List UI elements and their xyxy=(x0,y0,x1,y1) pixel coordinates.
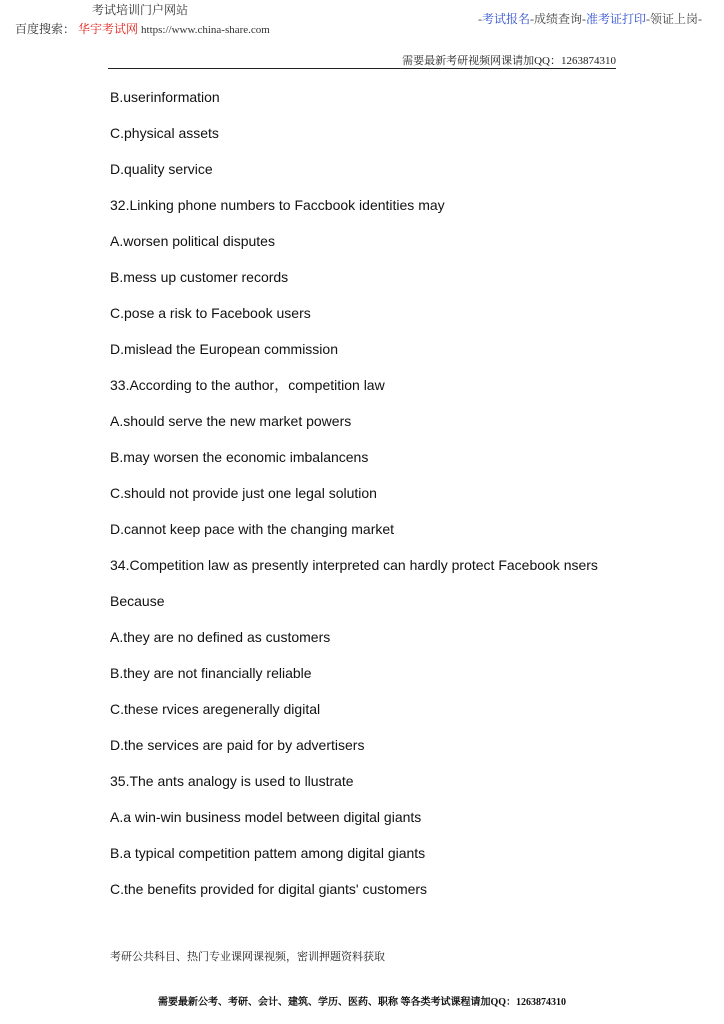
question-content xyxy=(110,88,610,916)
text-line: A.should serve the new market powers xyxy=(110,413,352,429)
header-separator-text: -领证上岗- xyxy=(646,12,702,26)
text-line: B.mess up customer records xyxy=(110,269,289,285)
text-line: Because xyxy=(110,593,165,609)
search-hint xyxy=(15,20,270,37)
header-separator-text: - xyxy=(477,12,482,26)
text-line: D.cannot keep pace with the changing market xyxy=(110,521,395,537)
text-line: D.mislead the European commission xyxy=(110,341,338,357)
brand-link[interactable]: 华宇考试网 xyxy=(78,22,139,36)
question-stem: 34.Competition law as presently interpreted can hardly protect Facebook nsers xyxy=(110,557,598,573)
question-stem: 33.According to the author，competition law xyxy=(110,377,385,393)
site-title: 考试培训门户网站 xyxy=(92,3,189,17)
text-line: A.worsen political disputes xyxy=(110,233,275,249)
text-line: C.these rvices aregenerally digital xyxy=(110,701,321,717)
header-divider xyxy=(108,68,616,69)
text-line: C.pose a risk to Facebook users xyxy=(110,305,311,321)
text-line: A.a win-win business model between digital giants xyxy=(110,809,422,825)
question-stem: 32.Linking phone numbers to Faccbook identities may xyxy=(110,197,445,213)
footer-note: 考研公共科目、热门专业课网课视频，密训押题资料获取 xyxy=(110,951,385,963)
header-link[interactable]: 考试报名 xyxy=(481,12,530,26)
text-line: C.should not provide just one legal solution xyxy=(110,485,377,501)
header-separator-text: -成绩查询- xyxy=(529,12,586,26)
text-line: A.they are no defined as customers xyxy=(110,629,331,645)
text-line: D.the services are paid for by advertisers xyxy=(110,737,365,753)
text-line: B.userinformation xyxy=(110,89,220,105)
text-line: B.may worsen the economic imbalancens xyxy=(110,449,369,465)
search-label: 百度搜索： xyxy=(15,22,76,36)
header-link[interactable]: 准考证打印 xyxy=(585,12,646,26)
text-line: C.the benefits provided for digital giants' customers xyxy=(110,881,428,897)
site-url[interactable]: https://www.china-share.com xyxy=(141,24,270,36)
footer-bar: 需要最新公考、考研、会计、建筑、学历、医药、职称 等各类考试课程请加QQ：1263874310 xyxy=(157,997,567,1008)
question-stem: 35.The ants analogy is used to llustrate xyxy=(110,773,354,789)
text-line: C.physical assets xyxy=(110,125,219,141)
text-line: D.quality service xyxy=(110,161,213,177)
text-line: B.a typical competition pattem among digital giants xyxy=(110,845,426,861)
text-line: B.they are not financially reliable xyxy=(110,665,312,681)
header-links xyxy=(478,10,702,27)
qq-note: 需要最新考研视频网课请加QQ：1263874310 xyxy=(402,55,616,67)
